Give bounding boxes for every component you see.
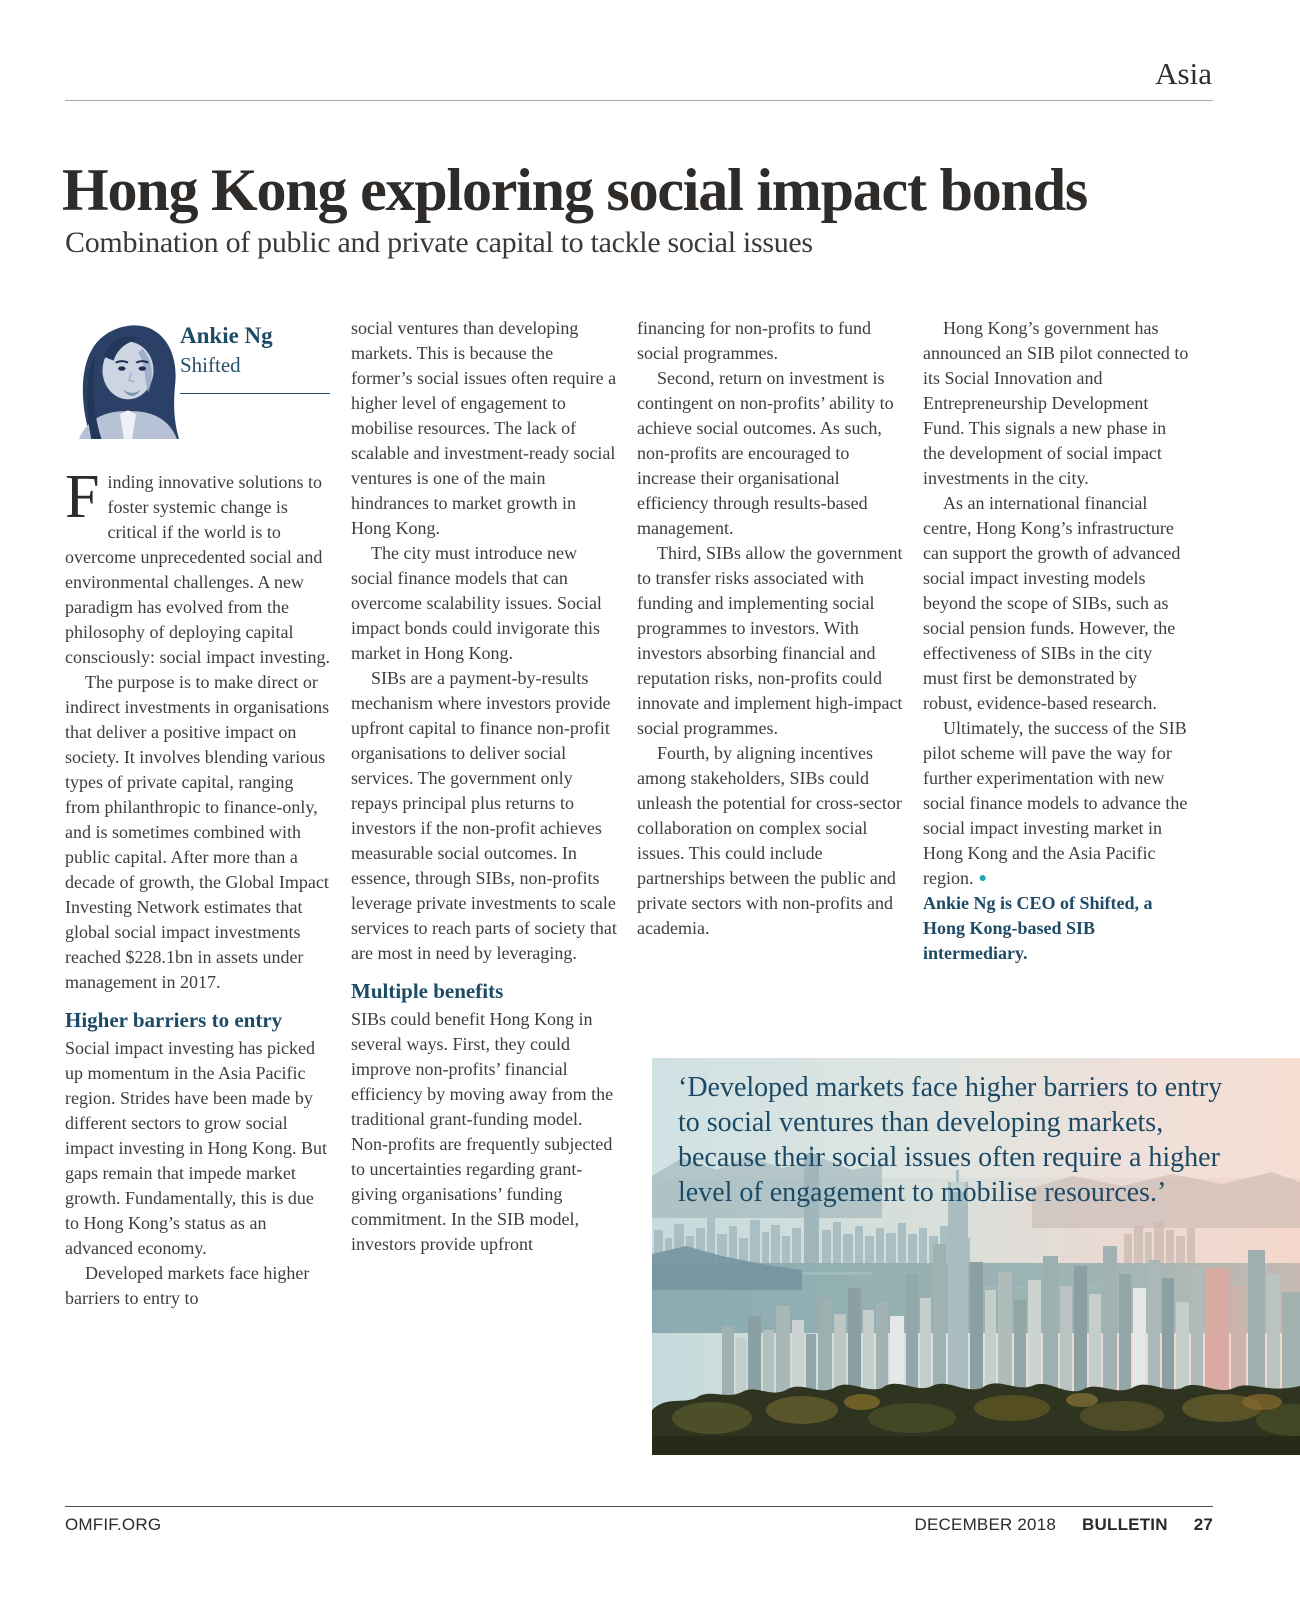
body-paragraph — [65, 463, 331, 670]
end-of-article-marker: ● — [978, 871, 987, 886]
footer-rule — [65, 1506, 1213, 1507]
body-paragraph: financing for non-profits to fund social programmes. — [637, 318, 871, 363]
paragraph-text: inding innovative solutions to foster systemic change is critical if the world is to overcome unprecedented social and environmental challenges. A new paradigm has evolved from the philosophy of deploying capital consciously: social impact investing. — [65, 472, 330, 667]
hong-kong-skyline-photo — [652, 1058, 1300, 1455]
body-paragraph — [923, 716, 1189, 891]
author-organisation: Shifted — [180, 353, 241, 377]
byline-rule — [180, 393, 330, 394]
column-2 — [351, 316, 617, 1257]
footer-date: DECEMBER 2018 — [914, 1515, 1057, 1534]
body-paragraph: SIBs could benefit Hong Kong in several ways. First, they could improve non-profits’ financial efficiency by moving away from the traditional grant-funding model. Non-profits are frequently subjected to uncertainties regarding grant-giving organisations’ funding commitment. In the SIB model, investors provide upfront — [351, 1009, 614, 1254]
footer-issue-info — [915, 1515, 1213, 1535]
footer-page-number: 27 — [1193, 1515, 1213, 1534]
footer-site-url: OMFIF.ORG — [65, 1515, 162, 1534]
body-paragraph: Hong Kong’s government has announced an SIB pilot connected to its Social Innovation and Entrepreneurship Development Fund. This signals a new phase in the development of social impact investments in the city. — [923, 318, 1189, 488]
author-name: Ankie Ng — [180, 323, 273, 348]
deck: Combination of public and private capital to tackle social issues — [65, 226, 813, 259]
byline-block — [65, 303, 331, 470]
author-portrait-image — [77, 315, 179, 439]
body-paragraph: The city must introduce new social finance models that can overcome scalability issues. Social impact bonds could invigorate this market in Hong Kong. — [351, 543, 602, 663]
footer — [65, 1515, 1213, 1535]
body-paragraph: SIBs are a payment-by-results mechanism where investors provide upfront capital to finance non-profit organisations to deliver social services. The government only repays principal plus returns to investors if the non-profit achieves measurable social outcomes. In essence, through SIBs, non-profits leverage private investments to scale services to reach parts of society that are most in need by leveraging. — [351, 668, 617, 963]
subheading-multiple-benefits: Multiple benefits — [351, 979, 504, 1003]
body-paragraph: Developed markets face higher barriers to entry to — [65, 1263, 310, 1308]
section-label: Asia — [1155, 56, 1212, 91]
body-paragraph: Second, return on investment is contingent on non-profits’ ability to achieve social outcomes. As such, non-profits are encouraged to increase their organisational efficiency through results-based management. — [637, 368, 894, 538]
paragraph-text: Ultimately, the success of the SIB pilot scheme will pave the way for further experimentation with new social finance models to advance the social impact investing market in Hong Kong and the Asia Pacific region. — [923, 718, 1188, 888]
header-rule — [65, 100, 1213, 101]
headline: Hong Kong exploring social impact bonds — [62, 157, 1088, 223]
body-paragraph: Social impact investing has picked up momentum in the Asia Pacific region. Strides have been made by different sectors to grow social impact investing in Hong Kong. But gaps remain that impede market growth. Fundamentally, this is due to Hong Kong’s status as an advanced economy. — [65, 1038, 327, 1258]
body-paragraph: The purpose is to make direct or indirect investments in organisations that deliver a positive impact on society. It involves blending various types of private capital, ranging from philanthropic to finance-only, and is sometimes combined with public capital. After more than a decade of growth, the Global Impact Investing Network estimates that global social impact investments reached $228.1bn in assets under management in 2017. — [65, 672, 330, 992]
pull-quote: ‘Developed markets face higher barriers to entry to social ventures than developing markets, because their social issues often require a higher level of engagement to mobilise resources.’ — [678, 1072, 1223, 1208]
author-bio: Ankie Ng is CEO of Shifted, a Hong Kong-based SIB intermediary. — [923, 893, 1153, 963]
column-1 — [65, 303, 331, 1311]
column-4 — [923, 316, 1189, 966]
column-3 — [637, 316, 903, 941]
drop-cap: F — [65, 463, 100, 531]
body-paragraph: social ventures than developing markets. This is because the former’s social issues often require a higher level of engagement to mobilise resources. The lack of scalable and investment-ready social ventures is one of the main hindrances to market growth in Hong Kong. — [351, 318, 617, 538]
body-paragraph: As an international financial centre, Hong Kong’s infrastructure can support the growth of advanced social impact investing models beyond the scope of SIBs, such as social pension funds. However, the effectiveness of SIBs in the city must first be demonstrated by robust, evidence-based research. — [923, 493, 1181, 713]
body-paragraph: Third, SIBs allow the government to transfer risks associated with funding and implementing social programmes to investors. With investors absorbing financial and reputation risks, non-profits could innovate and implement high-impact social programmes. — [637, 543, 903, 738]
footer-publication: BULLETIN — [1082, 1515, 1168, 1534]
subheading-higher-barriers: Higher barriers to entry — [65, 1008, 283, 1032]
body-paragraph: Fourth, by aligning incentives among stakeholders, SIBs could unleash the potential for cross-sector collaboration on complex social issues. This could include partnerships between the public and private sectors with non-profits and academia. — [637, 743, 902, 938]
